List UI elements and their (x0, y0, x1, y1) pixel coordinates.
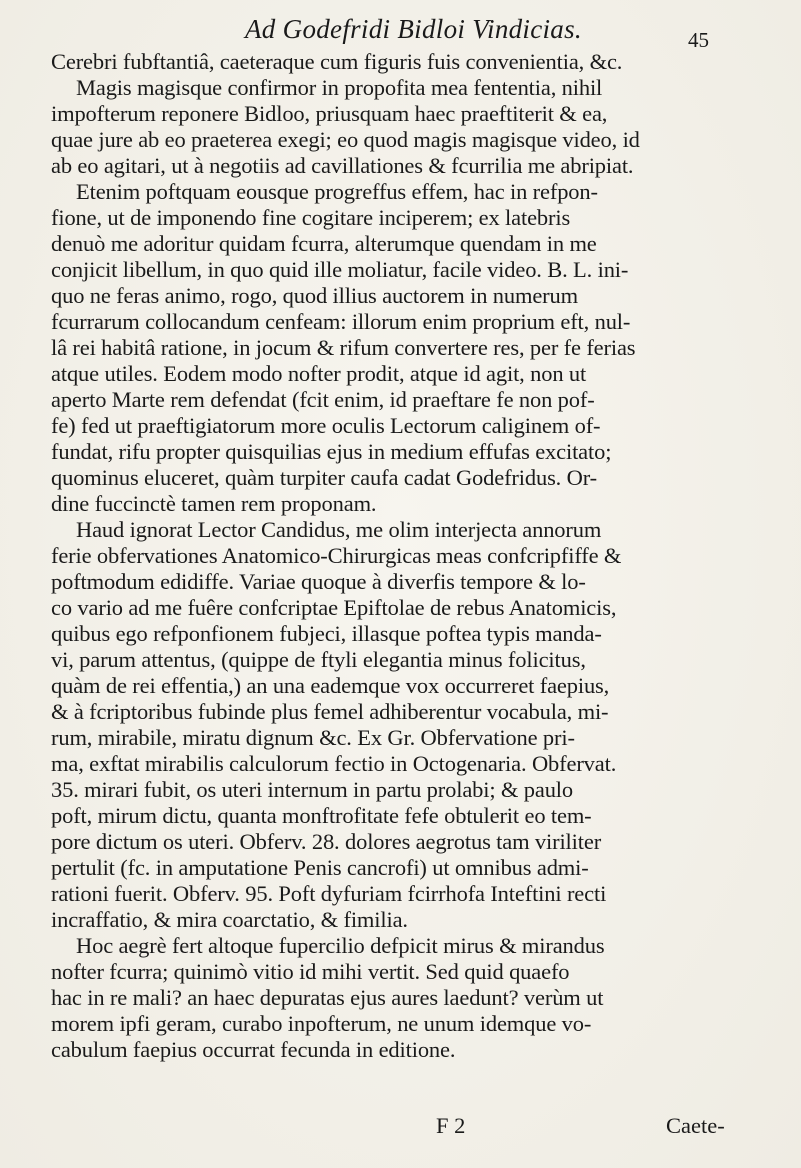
text-line: incraffatio, & mira coarctatio, & fimilia. (51, 907, 408, 932)
text-line: pore dictum os uteri. Obferv. 28. dolores aegrotus tam viriliter (51, 829, 602, 854)
catchword: Caete- (666, 1113, 725, 1138)
body-text (51, 49, 779, 1063)
text-line: poftmodum edidiffe. Variae quoque à diverfis tempore & lo- (51, 569, 586, 594)
text-line: ferie obfervationes Anatomico-Chirurgicas meas confcripfiffe & (51, 543, 622, 568)
text-line: rum, mirabile, miratu dignum &c. Ex Gr. Obfervatione pri- (51, 725, 575, 750)
text-line: nofter fcurra; quinimò vitio id mihi vertit. Sed quid quaefo (51, 959, 570, 984)
text-line: quae jure ab eo praeterea exegi; eo quod magis magisque video, id (51, 127, 640, 152)
text-line: pertulit (fc. in amputatione Penis cancrofi) ut omnibus admi- (51, 855, 589, 880)
paragraph-first-line: Etenim poftquam eousque progreffus effem, hac in refpon- (76, 179, 598, 204)
text-line: fe) fed ut praeftigiatorum more oculis Lectorum caliginem of- (51, 413, 601, 438)
text-line: cabulum faepius occurrat fecunda in editione. (51, 1037, 456, 1062)
text-line: morem ipfi geram, curabo inpofterum, ne unum idemque vo- (51, 1011, 592, 1036)
text-line: aperto Marte rem defendat (fcit enim, id praeftare fe non pof- (51, 387, 595, 412)
text-line: fcurrarum collocandum cenfeam: illorum enim proprium eft, nul- (51, 309, 631, 334)
running-title: Ad Godefridi Bidloi Vindicias. (245, 14, 582, 44)
text-line: quàm de rei effentia,) an una eademque vox occurreret faepius, (51, 673, 610, 698)
signature-mark: F 2 (436, 1113, 466, 1138)
text-line: denuò me adoritur quidam fcurra, alterumque quendam in me (51, 231, 597, 256)
text-line: dine fuccinctè tamen rem proponam. (51, 491, 377, 516)
text-line: fione, ut de imponendo fine cogitare inciperem; ex latebris (51, 205, 571, 230)
text-line: ma, exftat mirabilis calculorum fectio in Octogenaria. Obfervat. (51, 751, 617, 776)
text-line: quo ne feras animo, rogo, quod illius auctorem in numerum (51, 283, 578, 308)
text-line: co vario ad me fuêre confcriptae Epiftolae de rebus Anatomicis, (51, 595, 617, 620)
text-line: hac in re mali? an haec depuratas ejus aures laedunt? verùm ut (51, 985, 604, 1010)
text-line: quominus eluceret, quàm turpiter caufa cadat Godefridus. Or- (51, 465, 597, 490)
page-number: 45 (688, 28, 709, 52)
text-line: rationi fuerit. Obferv. 95. Poft dyfuriam fcirrhofa Inteftini recti (51, 881, 607, 906)
text-line: atque utiles. Eodem modo nofter prodit, atque id agit, non ut (51, 361, 587, 386)
paragraph-first-line: Magis magisque confirmor in propofita mea fententia, nihil (76, 75, 603, 100)
paragraph-first-line: Haud ignorat Lector Candidus, me olim interjecta annorum (76, 517, 602, 542)
paragraph-first-line: Hoc aegrè fert altoque fupercilio defpicit mirus & mirandus (76, 933, 605, 958)
text-line: ab eo agitari, ut à negotiis ad cavillationes & fcurrilia me abripiat. (51, 153, 634, 178)
text-line: impofterum reponere Bidloo, priusquam haec praeftiterit & ea, (51, 101, 608, 126)
text-line: conjicit libellum, in quo quid ille moliatur, facile video. B. L. ini- (51, 257, 629, 282)
text-line: lâ rei habitâ ratione, in jocum & rifum convertere res, per fe ferias (51, 335, 636, 360)
text-line: fundat, rifu propter quisquilias ejus in medium effufas excitato; (51, 439, 612, 464)
text-line: Cerebri fubftantiâ, caeteraque cum figuris fuis convenientia, &c. (51, 49, 623, 74)
text-line: vi, parum attentus, (quippe de ftyli elegantia minus folicitus, (51, 647, 586, 672)
text-line: quibus ego refponfionem fubjeci, illasque poftea typis manda- (51, 621, 602, 646)
text-line: 35. mirari fubit, os uteri internum in partu prolabi; & paulo (51, 777, 573, 802)
text-line: poft, mirum dictu, quanta monftrofitate fefe obtulerit eo tem- (51, 803, 592, 828)
running-head (0, 14, 801, 52)
text-line: & à fcriptoribus fubinde plus femel adhiberentur vocabula, mi- (51, 699, 609, 724)
